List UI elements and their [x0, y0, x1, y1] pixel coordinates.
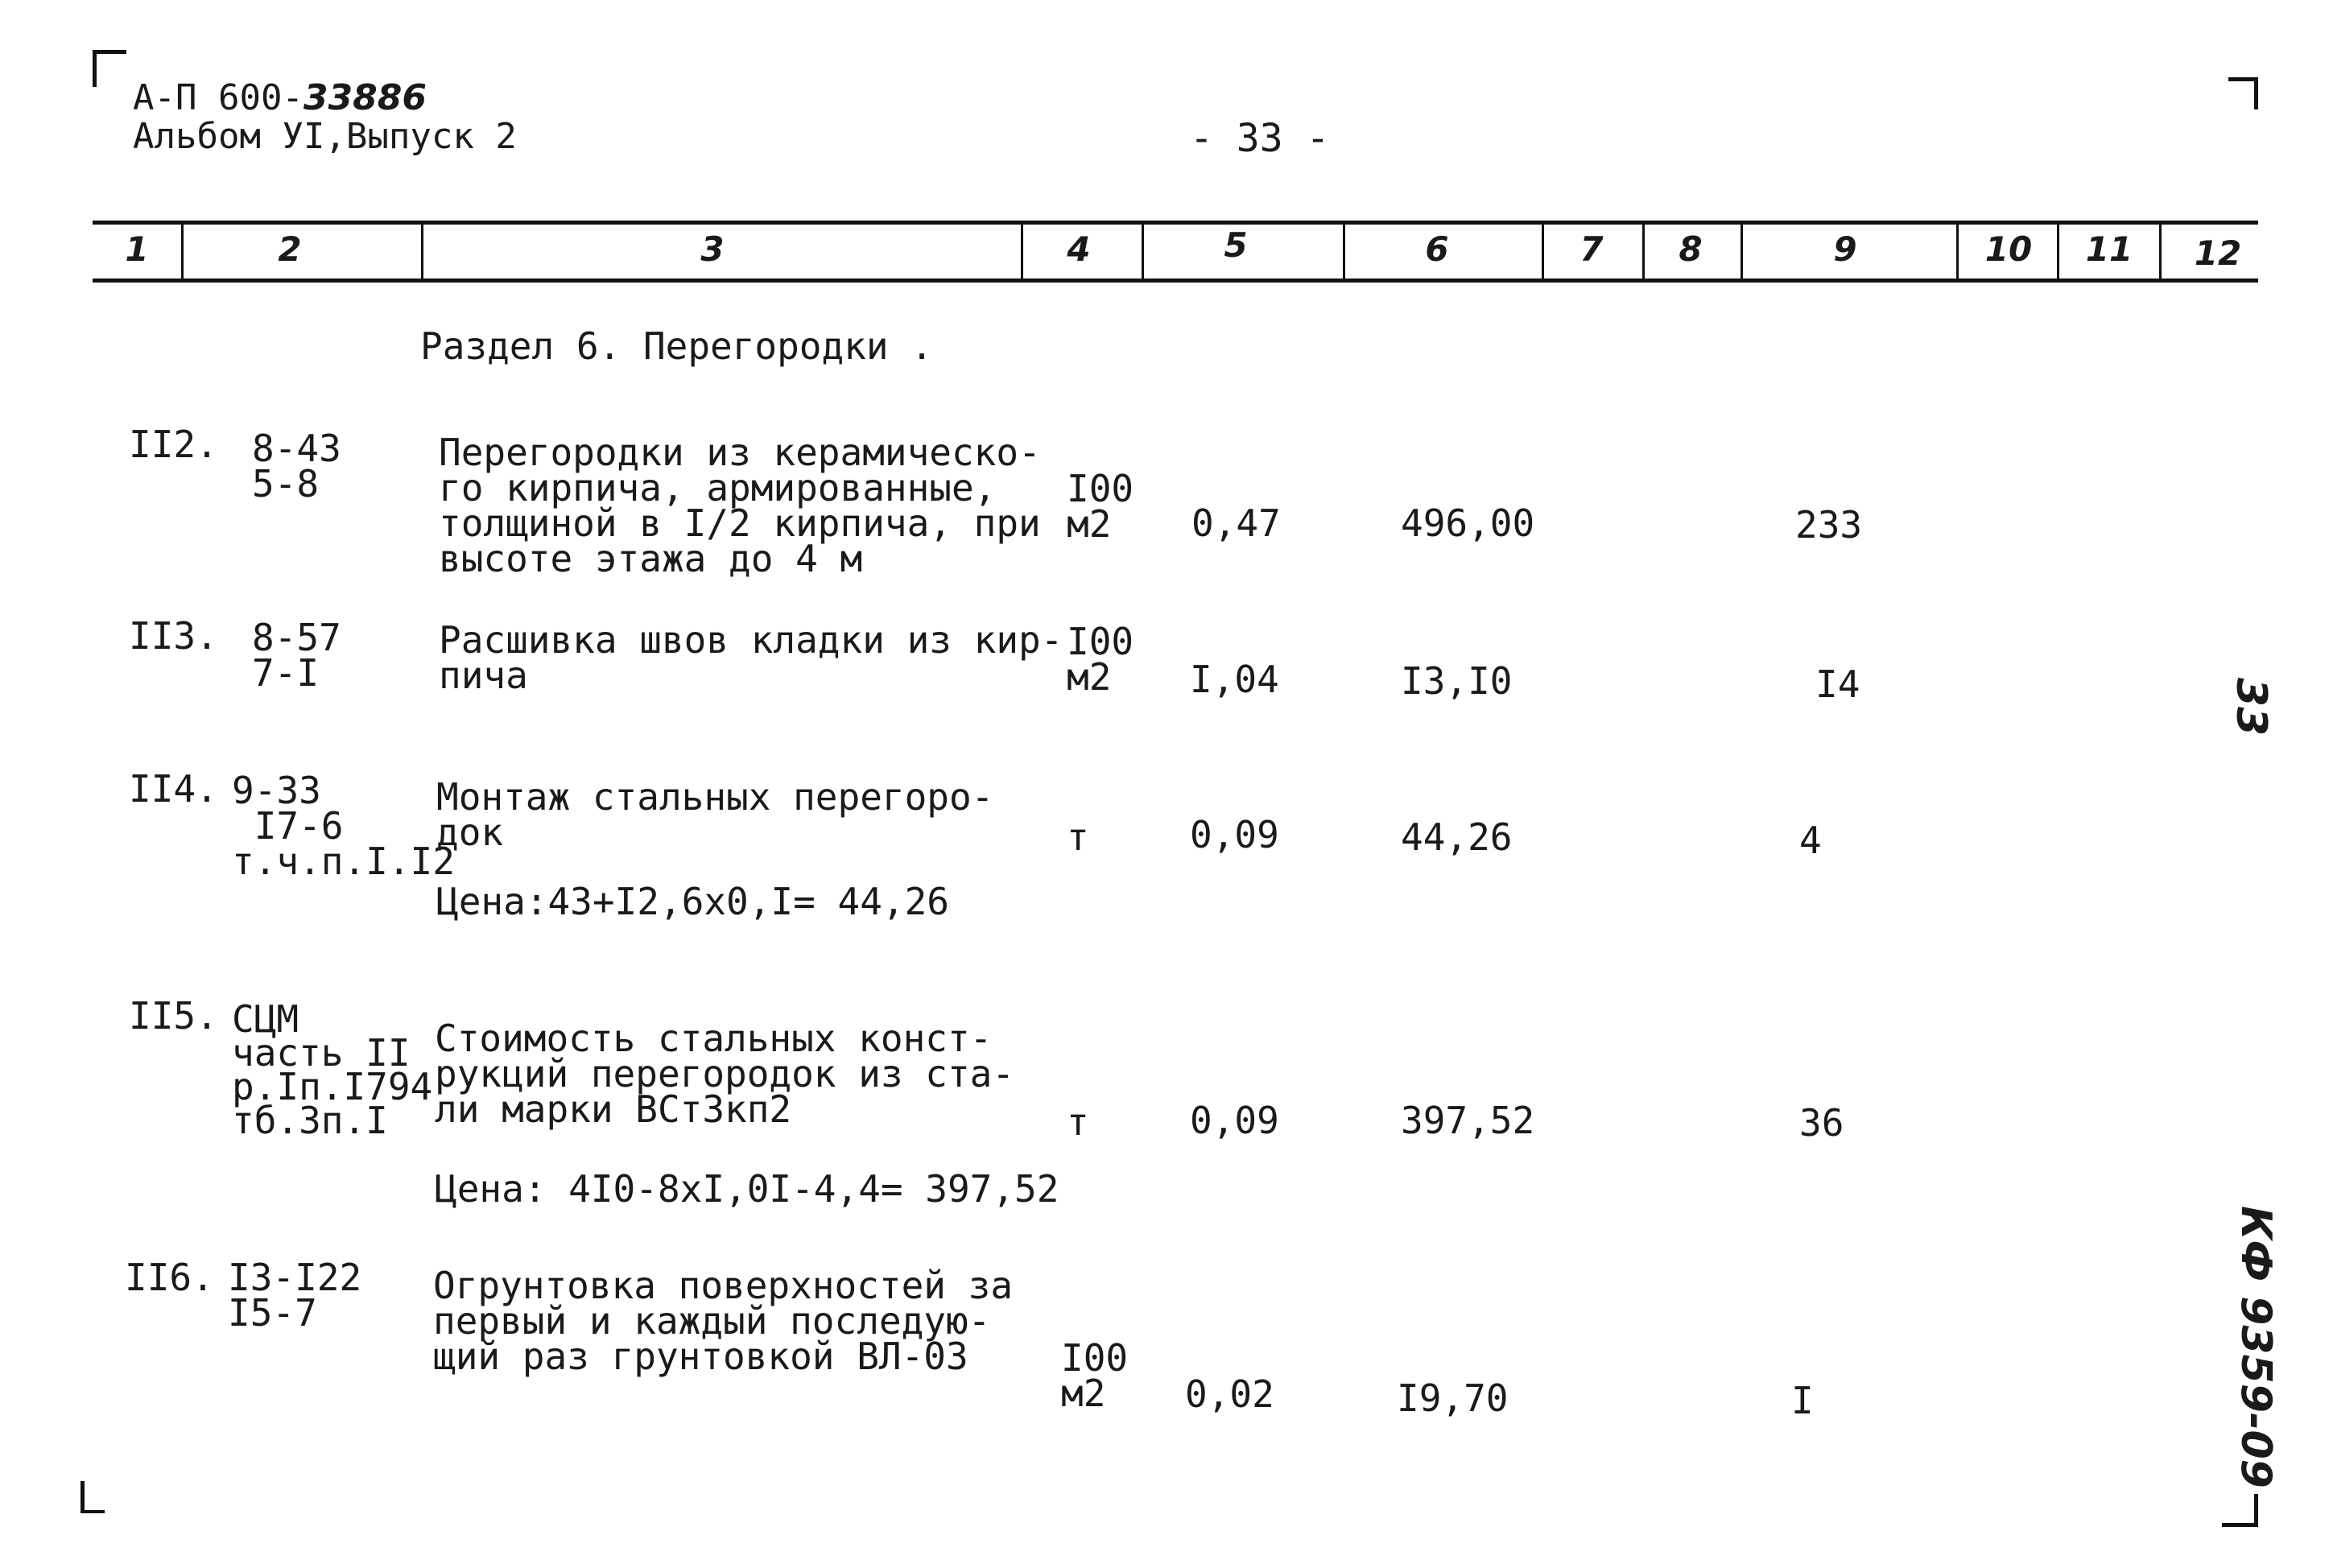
row-115-total: 36 — [1799, 1101, 1844, 1145]
row-114-price-note: Цена:43+I2,6х0,I= 44,26 — [436, 880, 949, 923]
section-title: Раздел 6. Перегородки . — [420, 324, 933, 368]
document-code-handwritten: 33886 — [303, 77, 427, 118]
row-113-total: I4 — [1815, 662, 1860, 706]
column-number-9: 9 — [1833, 229, 1857, 269]
corner-mark-bottom-right — [2254, 1494, 2258, 1526]
column-separator — [181, 222, 184, 280]
row-116-unit: I00 м2 — [1061, 1336, 1129, 1415]
row-116-total: I — [1791, 1379, 1814, 1422]
column-separator — [1956, 222, 1959, 280]
table-header-bottom-rule — [93, 279, 2258, 283]
row-116-number: II6. — [125, 1256, 214, 1299]
document-code-prefix: А-П 600- — [133, 77, 304, 118]
row-114-price: 44,26 — [1401, 815, 1513, 859]
row-116-description: Огрунтовка поверхностей за первый и каждый последую- щий раз грунтовкой ВЛ-03 — [433, 1264, 1014, 1378]
row-112-number: II2. — [129, 423, 218, 466]
row-113-number: II3. — [129, 614, 218, 658]
row-112-quantity: 0,47 — [1191, 501, 1281, 545]
column-number-5: 5 — [1224, 225, 1248, 265]
row-115-quantity: 0,09 — [1190, 1099, 1279, 1142]
corner-mark-top-left — [93, 50, 126, 54]
column-separator — [1741, 222, 1743, 280]
corner-mark-top-left — [93, 50, 97, 87]
corner-mark-top-right — [2228, 77, 2258, 81]
column-separator — [1642, 222, 1645, 280]
corner-mark-bottom-right — [2222, 1523, 2258, 1527]
row-113-description: Расшивка швов кладки из кир- пича — [439, 618, 1063, 697]
row-115-price: 397,52 — [1401, 1099, 1535, 1142]
page-number: - 33 - — [1190, 116, 1330, 161]
row-115-number: II5. — [129, 994, 218, 1038]
row-113-code: 8-57 7-I — [252, 616, 341, 695]
column-number-1: 1 — [125, 229, 149, 269]
column-number-12: 12 — [2194, 233, 2242, 273]
column-number-7: 7 — [1580, 229, 1604, 269]
row-114-unit: т — [1067, 815, 1089, 859]
document-code — [133, 77, 427, 118]
column-separator — [421, 222, 423, 280]
column-number-6: 6 — [1425, 229, 1449, 269]
row-114-total: 4 — [1799, 819, 1822, 862]
column-separator — [1343, 222, 1345, 280]
corner-mark-bottom-left — [81, 1510, 105, 1513]
row-113-price: I3,I0 — [1401, 659, 1513, 703]
row-116-quantity: 0,02 — [1185, 1372, 1274, 1416]
row-112-total: 233 — [1795, 503, 1863, 547]
column-number-3: 3 — [700, 229, 725, 269]
row-112-code: 8-43 5-8 — [252, 427, 341, 505]
row-114-code: 9-33 I7-6 т.ч.п.I.I2 — [232, 769, 455, 883]
row-115-code: СЦМ часть II р.Iп.I794 тб.3п.I — [232, 997, 433, 1142]
table-header-top-rule — [93, 221, 2258, 225]
margin-stamp: КФ 9359-09 — [2232, 1206, 2280, 1488]
column-number-11: 11 — [2085, 229, 2133, 269]
column-separator — [1142, 222, 1144, 280]
row-115-description: Стоимость стальных конст- рукций перегородок из ста- ли марки ВСт3кп2 — [435, 1017, 1015, 1131]
row-112-description: Перегородки из керамическо- го кирпича, армированные, толщиной в I/2 кирпича, при высоте этажа до 4 м — [439, 431, 1041, 580]
row-115-price-note: Цена: 4I0-8хI,0I-4,4= 397,52 — [435, 1167, 1059, 1211]
column-number-4: 4 — [1067, 229, 1091, 269]
row-116-code: I3-I22 I5-7 — [228, 1256, 362, 1335]
album-label: Альбом УI,Выпуск 2 — [133, 116, 517, 157]
row-114-description: Монтаж стальных перегоро- док — [436, 775, 994, 854]
column-number-10: 10 — [1984, 229, 2033, 269]
row-114-quantity: 0,09 — [1190, 813, 1279, 856]
column-separator — [2057, 222, 2059, 280]
column-separator — [2159, 222, 2162, 280]
column-separator — [1021, 222, 1023, 280]
row-113-unit: I00 м2 — [1067, 620, 1134, 699]
column-number-8: 8 — [1679, 229, 1703, 269]
corner-mark-top-right — [2254, 77, 2258, 109]
corner-mark-bottom-left — [81, 1481, 85, 1513]
row-112-unit: I00 м2 — [1067, 467, 1134, 546]
row-115-unit: т — [1067, 1100, 1089, 1144]
margin-page-number: 33 — [2227, 677, 2276, 737]
row-116-price: I9,70 — [1397, 1376, 1509, 1420]
row-114-number: II4. — [129, 767, 218, 811]
row-113-quantity: I,04 — [1190, 658, 1279, 701]
row-112-price: 496,00 — [1401, 501, 1535, 545]
column-number-2: 2 — [278, 229, 302, 269]
column-separator — [1542, 222, 1544, 280]
